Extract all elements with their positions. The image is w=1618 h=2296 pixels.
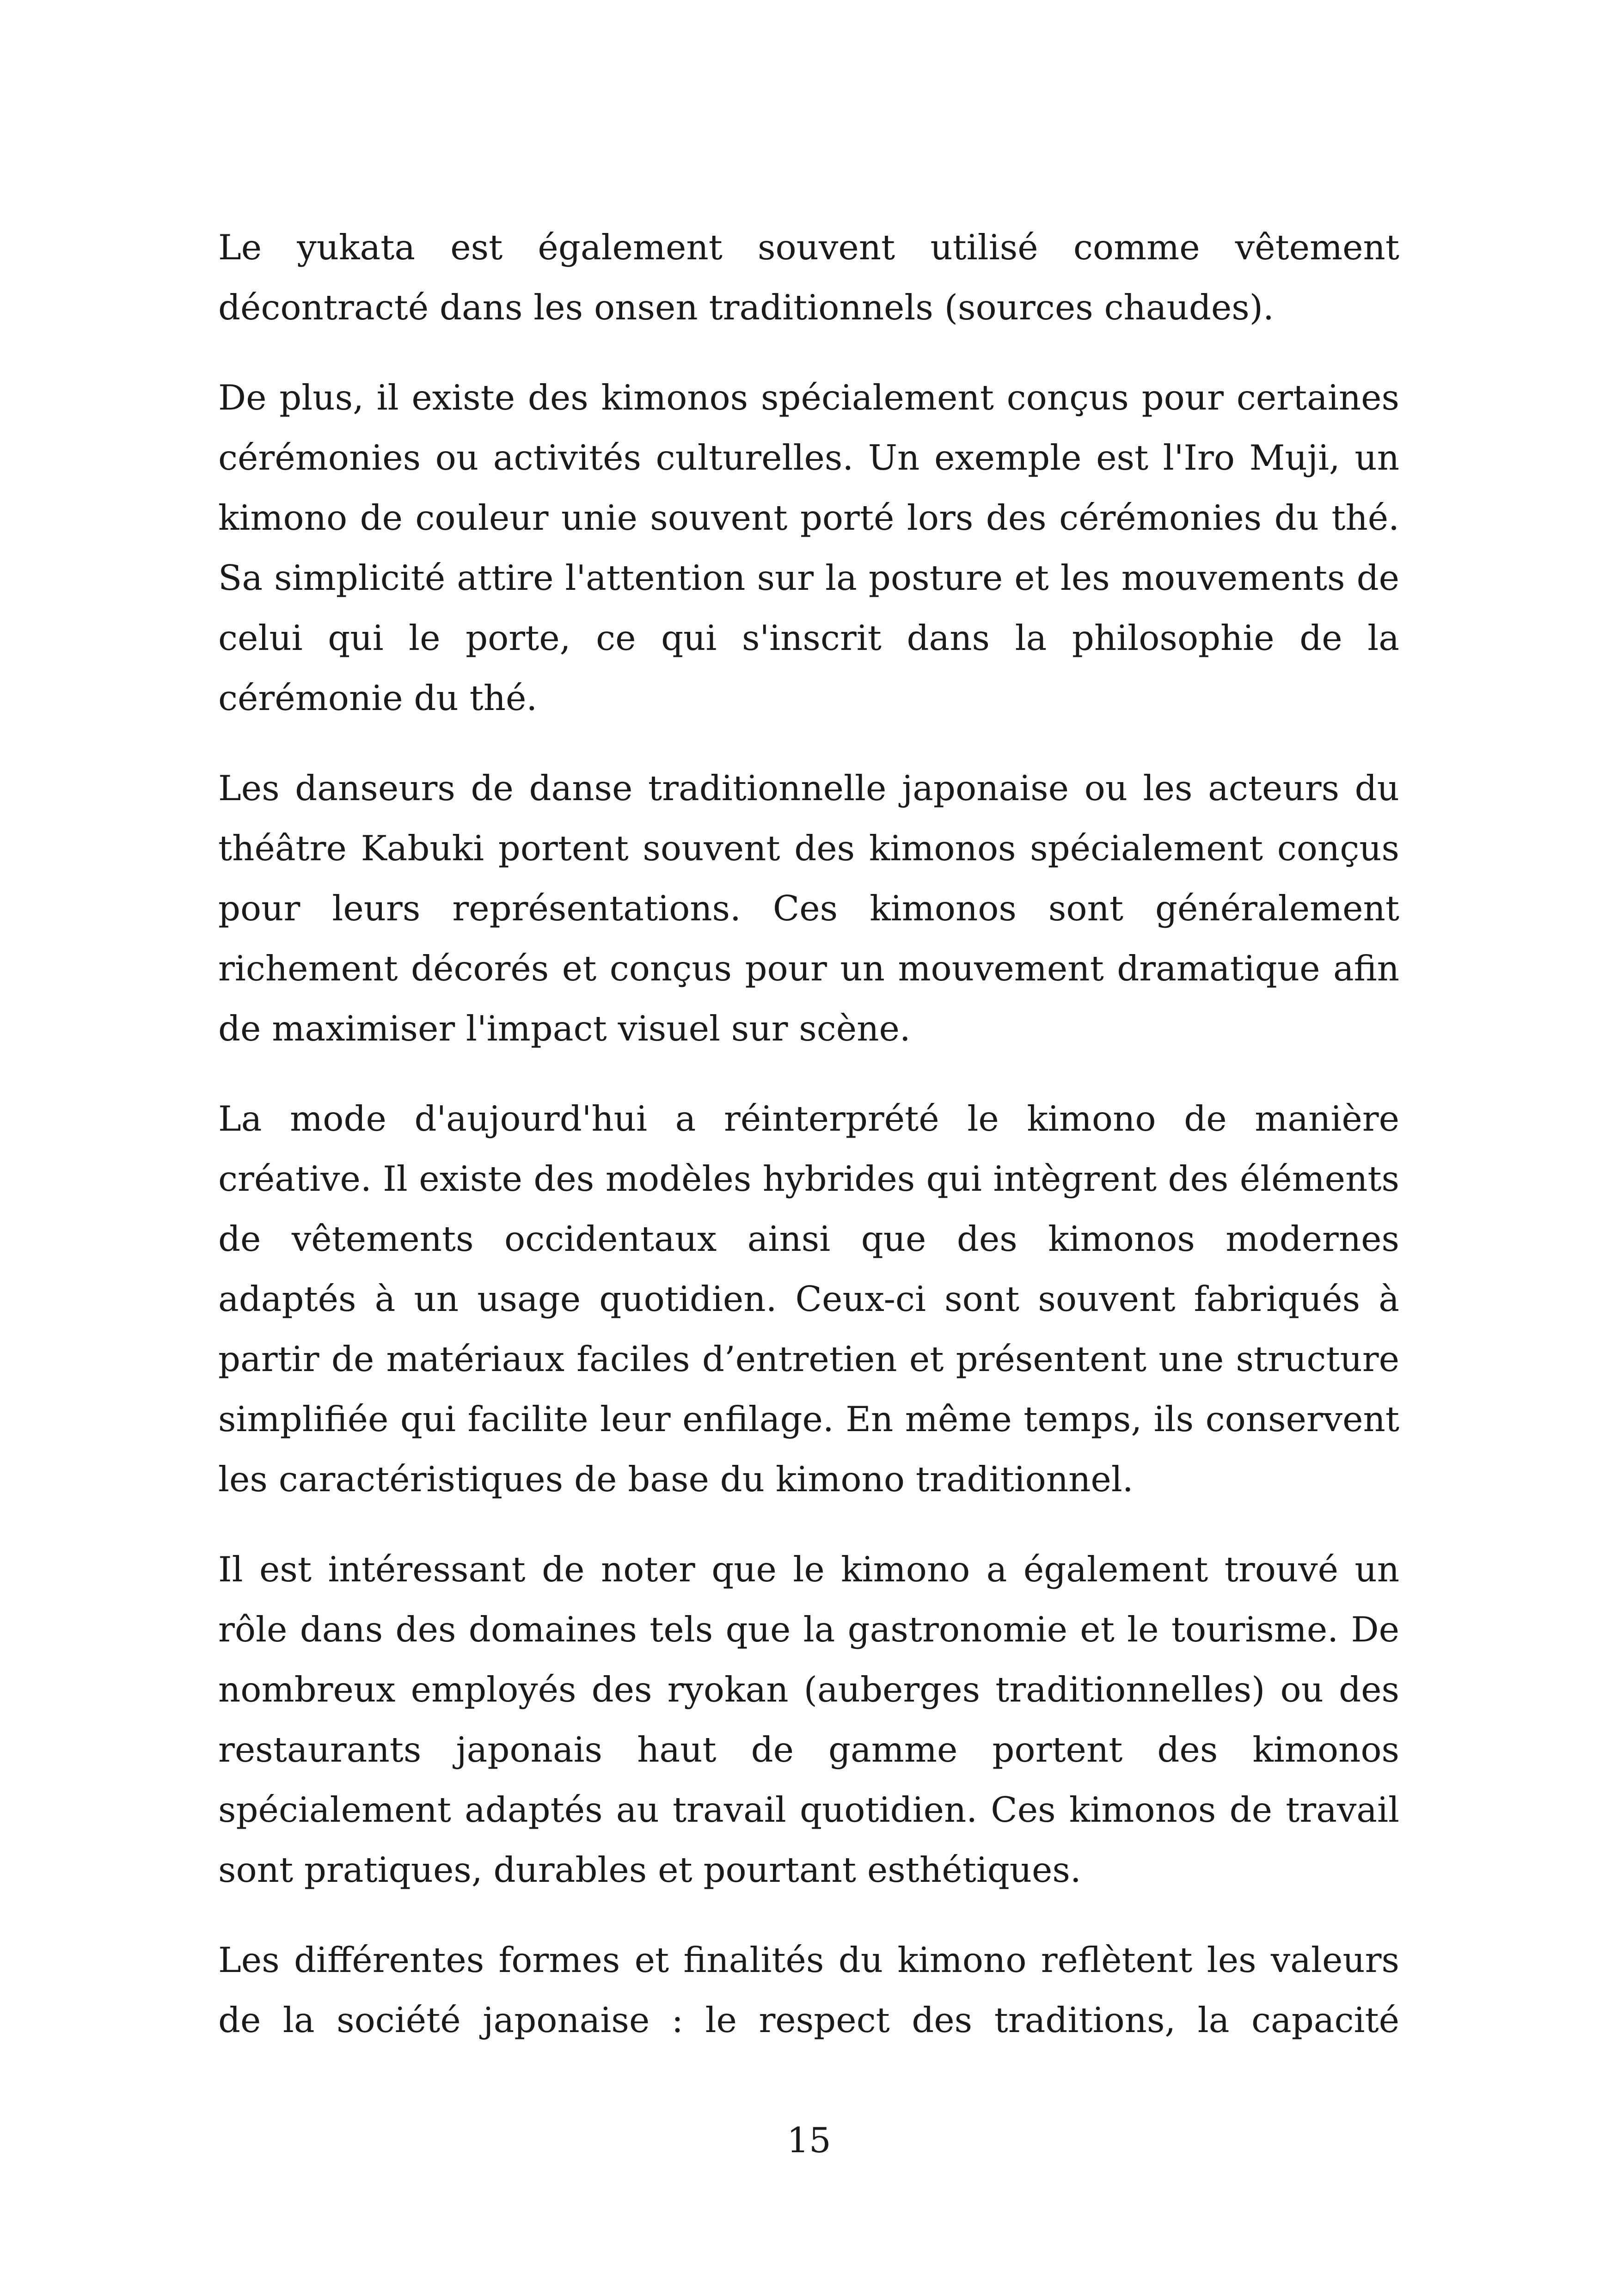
paragraph-yukata: Le yukata est également souvent utilisé comme vêtement décontracté dans les onsen traditionnels (sources chaudes). — [218, 227, 1399, 328]
paragraph-modern-fashion: La mode d'aujourd'hui a réinterprété le kimono de manière créative. Il existe des modèles hybrides qui intègrent des éléments de vêtements occidentaux ainsi que des kimonos modernes adaptés à un usage quotidien. Ceux-ci sont souvent fabriqués à partir de matériaux faciles d’entretien et présentent une structure simplifiée qui facilite leur enfilage. En même temps, ils conservent les caractéristiques de base du kimono traditionnel. — [218, 1098, 1399, 1500]
body-text — [218, 217, 1399, 2080]
paragraph-iro-muji: De plus, il existe des kimonos spécialement conçus pour certaines cérémonies ou activités culturelles. Un exemple est l'Iro Muji, un kimono de couleur unie souvent porté lors des cérémonies du thé. Sa simplicité attire l'attention sur la posture et les mouvements de celui qui le porte, ce qui s'inscrit dans la philosophie de la cérémonie du thé. — [218, 377, 1399, 718]
paragraph-gastronomy-tourism: Il est intéressant de noter que le kimono a également trouvé un rôle dans des domaines tels que la gastronomie et le tourisme. De nombreux employés des ryokan (auberges traditionnelles) ou des restaurants japonais haut de gamme portent des kimonos spécialement adaptés au travail quotidien. Ces kimonos de travail sont pratiques, durables et pourtant esthétiques. — [218, 1549, 1399, 1890]
paragraph-values: Les différentes formes et finalités du kimono reflètent les valeurs de la société japonaise : le respect des traditions, la capacité — [218, 1940, 1399, 2040]
page-number: 15 — [787, 2120, 831, 2161]
paragraph-kabuki: Les danseurs de danse traditionnelle japonaise ou les acteurs du théâtre Kabuki portent souvent des kimonos spécialement conçus pour leurs représentations. Ces kimonos sont généralement richement décorés et conçus pour un mouvement dramatique afin de maximiser l'impact visuel sur scène. — [218, 768, 1399, 1049]
